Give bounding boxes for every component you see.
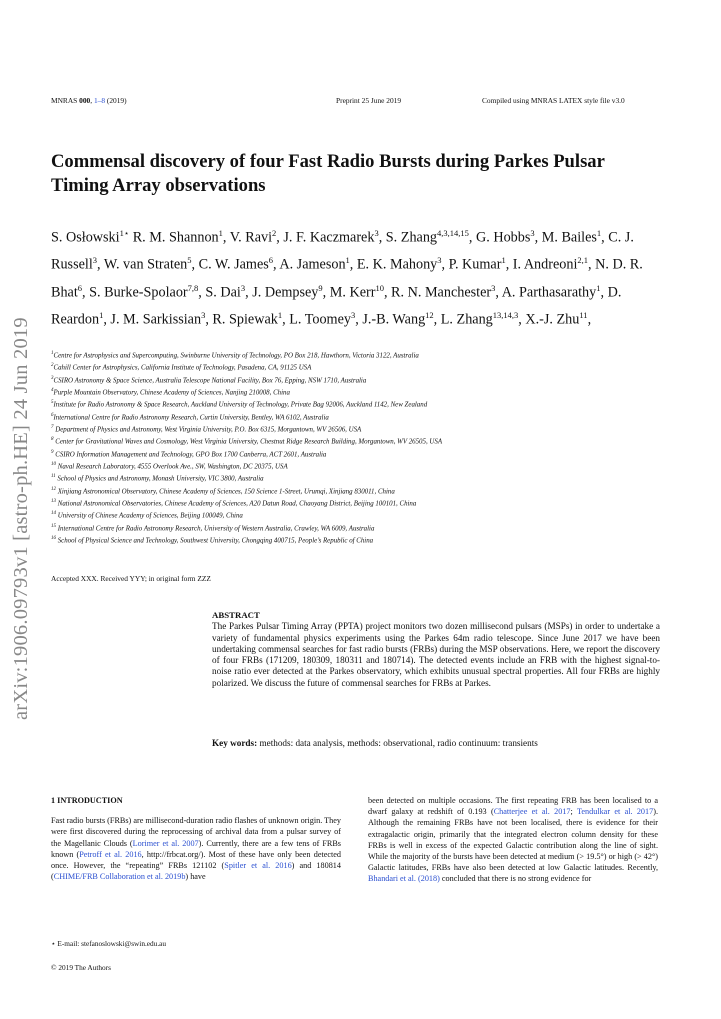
author-affiliation-marker: 6	[77, 282, 83, 293]
affiliation-number: 8	[51, 437, 54, 443]
author-affiliation-marker: 11	[579, 309, 588, 320]
citation-link[interactable]: Lorimer et al. 2007	[132, 838, 199, 848]
intro-paragraph-left	[51, 815, 341, 882]
body-text: ) and 180814 (	[51, 861, 341, 882]
author-name: V. Ravi	[229, 229, 273, 246]
author-affiliation-marker: 1	[345, 255, 350, 266]
author-affiliation-marker: 1	[99, 309, 104, 320]
affiliation-text: University of Chinese Academy of Sciences, Beijing 100049, China	[56, 512, 243, 520]
intro-paragraph-right	[368, 795, 658, 885]
affiliation-item	[51, 460, 691, 472]
affiliation-number: 11	[51, 474, 56, 480]
affiliation-item	[51, 509, 691, 521]
affiliation-item	[51, 398, 691, 410]
affiliation-item	[51, 423, 691, 435]
author-affiliation-marker: 1	[277, 309, 283, 320]
affiliation-number: 14	[51, 511, 56, 517]
affiliation-item	[51, 522, 691, 534]
author-name: L. Toomey	[289, 311, 351, 328]
abstract	[212, 610, 660, 689]
author-name: M. Bailes	[541, 229, 597, 246]
author-name: R. N. Manchester	[391, 284, 492, 301]
citation-link[interactable]: CHIME/FRB Collaboration et al. 2019b	[53, 872, 186, 882]
author-affiliation-marker: 3	[491, 282, 496, 293]
affiliation-text: National Astronomical Observatories, Chinese Academy of Sciences, A20 Datun Road, Chaoyang District, Beijing 100101, China	[56, 500, 417, 508]
author-affiliation-marker: 5	[187, 255, 192, 266]
author-name: D. Reardon	[51, 284, 622, 328]
affiliation-item	[51, 497, 691, 509]
affiliation-text: School of Physical Science and Technology, Southwest University, Chongqing 400715, People’s Republic of China	[56, 537, 374, 545]
author-name: I. Andreoni	[512, 257, 578, 274]
affiliation-number: 16	[51, 536, 56, 542]
author-affiliation-marker: 3	[374, 228, 379, 238]
body-text: ). Currently, there are a few tens of FRBs known (	[51, 838, 341, 859]
author-name: A. Jameson	[279, 257, 346, 274]
author-name: S. Dai	[205, 284, 241, 301]
keywords-label: Key words:	[212, 738, 258, 748]
affiliation-item	[51, 386, 691, 398]
affiliation-item	[51, 374, 691, 386]
body-text: concluded that there is no strong evidence for	[439, 874, 592, 884]
affiliation-item	[51, 472, 691, 484]
author-name: C. W. James	[198, 257, 269, 274]
author-name: S. Osłowski	[51, 229, 120, 246]
author-affiliation-marker: 7,8	[187, 282, 199, 293]
author-name: L. Zhang	[440, 311, 493, 328]
affiliation-number: 5	[51, 400, 54, 406]
author-list: S. Osłowski$^{1⋆}$ R. M. Shannon$^1$, V. Ravi$^2$, J. F. Kaczmarek$^3$, S. Zhang$^{4,3,14,15}$, G. Hobbs$^3$, M. Bailes$^1$, C. J. Russell$^3$, W. van Straten$^5$, C. W. James$^6$, A. Jameson$^1$, E. K. Mahony$^3$, P. Kumar$^1$, I. Andreoni$^{2,1}$, N. D. R. Bhat$^6$, S. Burke-Spolaor$^{7,8}$, S. Dai$^3$, J. Dempsey$^9$, M. Kerr$^{10}$, R. N. Manchester$^3$, A. Parthasarathy$^1$, D. Reardon$^1$, J. M. Sarkissian$^3$, R. Spiewak$^1$, L. Toomey$^3$, J.-B. Wang$^{12}$, L. Zhang$^{13,14,3}$, X.-J. Zhu$^{11}$,	[51, 228, 643, 328]
author-affiliation-marker: 3	[92, 255, 98, 266]
affiliation-item	[51, 435, 691, 447]
affiliation-list	[51, 349, 691, 547]
citation-link[interactable]: Tendulkar et al. 2017	[576, 807, 654, 817]
affiliation-item	[51, 534, 691, 546]
author-affiliation-marker: 6	[268, 255, 274, 266]
author-name: J.-B. Wang	[362, 311, 426, 328]
author-affiliation-marker: 3	[530, 228, 535, 238]
affiliation-text: Xinjiang Astronomical Observatory, Chinese Academy of Sciences, 150 Science 1-Street, Urumqi, Xinjiang 830011, China	[56, 488, 395, 496]
author-affiliation-marker: 2	[272, 228, 277, 238]
affiliation-number: 9	[51, 449, 54, 455]
author-name: R. Spiewak	[212, 311, 278, 328]
body-text: Fast radio bursts (FRBs) are millisecond-duration radio flashes of unknown origin. They were first discovered during the reprocessing of archival data from a pulsar survey of the Magellanic Clouds (	[51, 816, 342, 848]
affiliation-text: CSIRO Information Management and Technology, GPO Box 1700 Canberra, ACT 2601, Australia	[53, 451, 327, 459]
affiliation-number: 10	[51, 462, 56, 468]
keywords-text: methods: data analysis, methods: observational, radio continuum: transients	[257, 738, 538, 748]
affiliation-number: 7	[51, 425, 54, 431]
affiliation-number: 15	[51, 523, 56, 529]
affiliation-text: Centre for Astrophysics and Supercomputing, Swinburne University of Technology, PO Box 218, Hawthorn, Victoria 3122, Australia	[53, 352, 419, 360]
accepted-line: Accepted XXX. Received YYY; in original form ZZZ	[51, 574, 211, 583]
body-text: ). Although the remaining FRBs have not been localised, there is evidence for their extragalactic origin, primarily that the integrated electron column density for these FRBs is well in excess of the expected Galactic contribution along the line of sight. While the majority of the bursts have been detected at medium (> 19.5°) or high (> 42°) Galactic latitudes, FRBs have also been detected at low Galactic latitudes. Recently,	[368, 807, 658, 873]
author-affiliation-marker: 12	[425, 309, 434, 320]
citation-link[interactable]: Spitler et al. 2016	[224, 861, 292, 871]
author-affiliation-marker: 10	[375, 282, 384, 293]
author-name: S. Zhang	[385, 229, 438, 246]
body-text: been detected on multiple occasions. The first repeating FRB has been localised to a dwarf galaxy at redshift of 0.193 (	[368, 796, 658, 817]
author-name: M. Kerr	[329, 284, 376, 301]
author-affiliation-marker: 3	[350, 309, 356, 320]
affiliation-text: Institute for Radio Astronomy & Space Research, Auckland University of Technology, Private Bag 92006, Auckland 1142, New Zealand	[53, 401, 428, 409]
author-name: J. Dempsey	[252, 284, 319, 301]
affiliation-number: 6	[51, 412, 54, 418]
affiliation-text: International Centre for Radio Astronomy Research, Curtin University, Bentley, WA 6102, Australia	[53, 414, 329, 422]
affiliation-item	[51, 349, 691, 361]
author-name: A. Parthasarathy	[501, 284, 597, 301]
affiliation-item	[51, 361, 691, 373]
copyright-notice: © 2019 The Authors	[51, 963, 111, 972]
affiliation-text: Center for Gravitational Waves and Cosmology, West Virginia University, Chestnut Ridge Research Building, Morgantown, WV 26505, USA	[53, 438, 443, 446]
affiliation-text: Purple Mountain Observatory, Chinese Academy of Sciences, Nanjing 210008, China	[53, 389, 290, 397]
email-footnote: ⋆ E-mail: stefanoslowski@swin.edu.au	[51, 939, 167, 948]
paper-title: Commensal discovery of four Fast Radio Bursts during Parkes Pulsar Timing Array observations	[51, 151, 605, 196]
affiliation-text: Naval Research Laboratory, 4555 Overlook Ave., SW, Washington, DC 20375, USA	[56, 463, 288, 471]
affiliation-number: 3	[51, 375, 54, 381]
author-name: S. Burke-Spolaor	[89, 284, 188, 301]
intro-column-right	[368, 795, 658, 885]
author-affiliation-marker: 1	[501, 255, 506, 266]
author-affiliation-marker: 3	[240, 282, 246, 293]
pages-link[interactable]: 1–8	[93, 96, 106, 105]
abstract-text: The Parkes Pulsar Timing Array (PPTA) project monitors two dozen millisecond pulsars (MSPs) in order to undertake a variety of fundamental physics experiments using the Parkes 64m radio telescope. Since June 2017 we have been undertaking commensal searches for fast radio bursts (FRBs) during the MSP observations. Here, we report the discovery of four FRBs (171209, 180309, 180311 and 180714). The detected events include an FRB with the highest signal-to-noise ratio ever detected at the Parkes observatory, which exhibits unusual spectral properties. All four FRBs are highly polarized. We discuss the future of commensal searches for FRBs at Parkes.	[212, 621, 660, 688]
affiliation-number: 2	[51, 363, 54, 369]
author-name: W. van Straten	[103, 257, 188, 274]
author-name: G. Hobbs	[476, 229, 531, 246]
citation-link[interactable]: Chatterjee et al. 2017	[493, 807, 571, 817]
author-affiliation-marker: 1⋆	[119, 228, 130, 238]
affiliation-text: International Centre for Radio Astronomy Research, University of Western Australia, Crawley, WA 6009, Australia	[56, 525, 375, 533]
keywords	[212, 738, 672, 748]
running-header-journal: MNRAS 000, 1–8 (2019)	[51, 96, 127, 105]
author-affiliation-marker: 9	[318, 282, 323, 293]
affiliation-text: CSIRO Astronomy & Space Science, Australia Telescope National Facility, Box 76, Epping, NSW 1710, Australia	[53, 376, 367, 384]
body-text: ;	[570, 807, 577, 817]
author-affiliation-marker: 1	[596, 282, 601, 293]
affiliation-item	[51, 448, 691, 460]
preprint-date: Preprint 25 June 2019	[336, 96, 402, 105]
author-affiliation-marker: 1	[596, 228, 602, 238]
author-name: N. D. R. Bhat	[51, 257, 643, 301]
intro-column-left	[51, 795, 341, 882]
affiliation-text: Cahill Center for Astrophysics, California Institute of Technology, Pasadena, CA, 91125 USA	[53, 364, 312, 372]
author-name: J. F. Kaczmarek	[283, 229, 375, 246]
section-heading-introduction: 1 INTRODUCTION	[51, 796, 123, 805]
body-text: ) have	[185, 872, 206, 882]
author-name: X.-J. Zhu	[525, 311, 580, 328]
author-name: E. K. Mahony	[356, 257, 438, 274]
affiliation-text: Department of Physics and Astronomy, West Virginia University, P.O. Box 6315, Morgantown, WV 26506, USA	[53, 426, 362, 434]
affiliation-number: 13	[51, 499, 56, 505]
citation-link[interactable]: Bhandari et al. (2018)	[368, 874, 440, 884]
author-name: J. M. Sarkissian	[110, 311, 202, 328]
affiliation-number: 12	[51, 486, 56, 492]
author-affiliation-marker: 1	[218, 228, 223, 238]
author-affiliation-marker: 3	[437, 255, 442, 266]
compiled-note: Compiled using MNRAS LATEX style file v3.0	[482, 96, 625, 105]
affiliation-item	[51, 411, 691, 423]
author-name: C. J. Russell	[51, 229, 634, 274]
author-name: R. M. Shannon	[132, 229, 219, 246]
affiliation-item	[51, 485, 691, 497]
author-affiliation-marker: 3	[201, 309, 206, 320]
author-affiliation-marker: 4,3,14,15	[437, 228, 469, 238]
author-affiliation-marker: 2,1	[577, 255, 589, 266]
citation-link[interactable]: Petroff et al. 2016	[79, 849, 142, 859]
body-text: , http://frbcat.org/). Most of these have only been detected once. However, the “repeating” FRBs 121102 (	[51, 849, 342, 871]
abstract-heading: ABSTRACT	[212, 610, 260, 620]
author-name: P. Kumar	[448, 257, 502, 274]
author-affiliation-marker: 13,14,3	[492, 309, 519, 320]
affiliation-number: 1	[51, 351, 54, 356]
affiliation-number: 4	[51, 388, 54, 394]
affiliation-text: School of Physics and Astronomy, Monash University, VIC 3800, Australia	[55, 475, 264, 483]
